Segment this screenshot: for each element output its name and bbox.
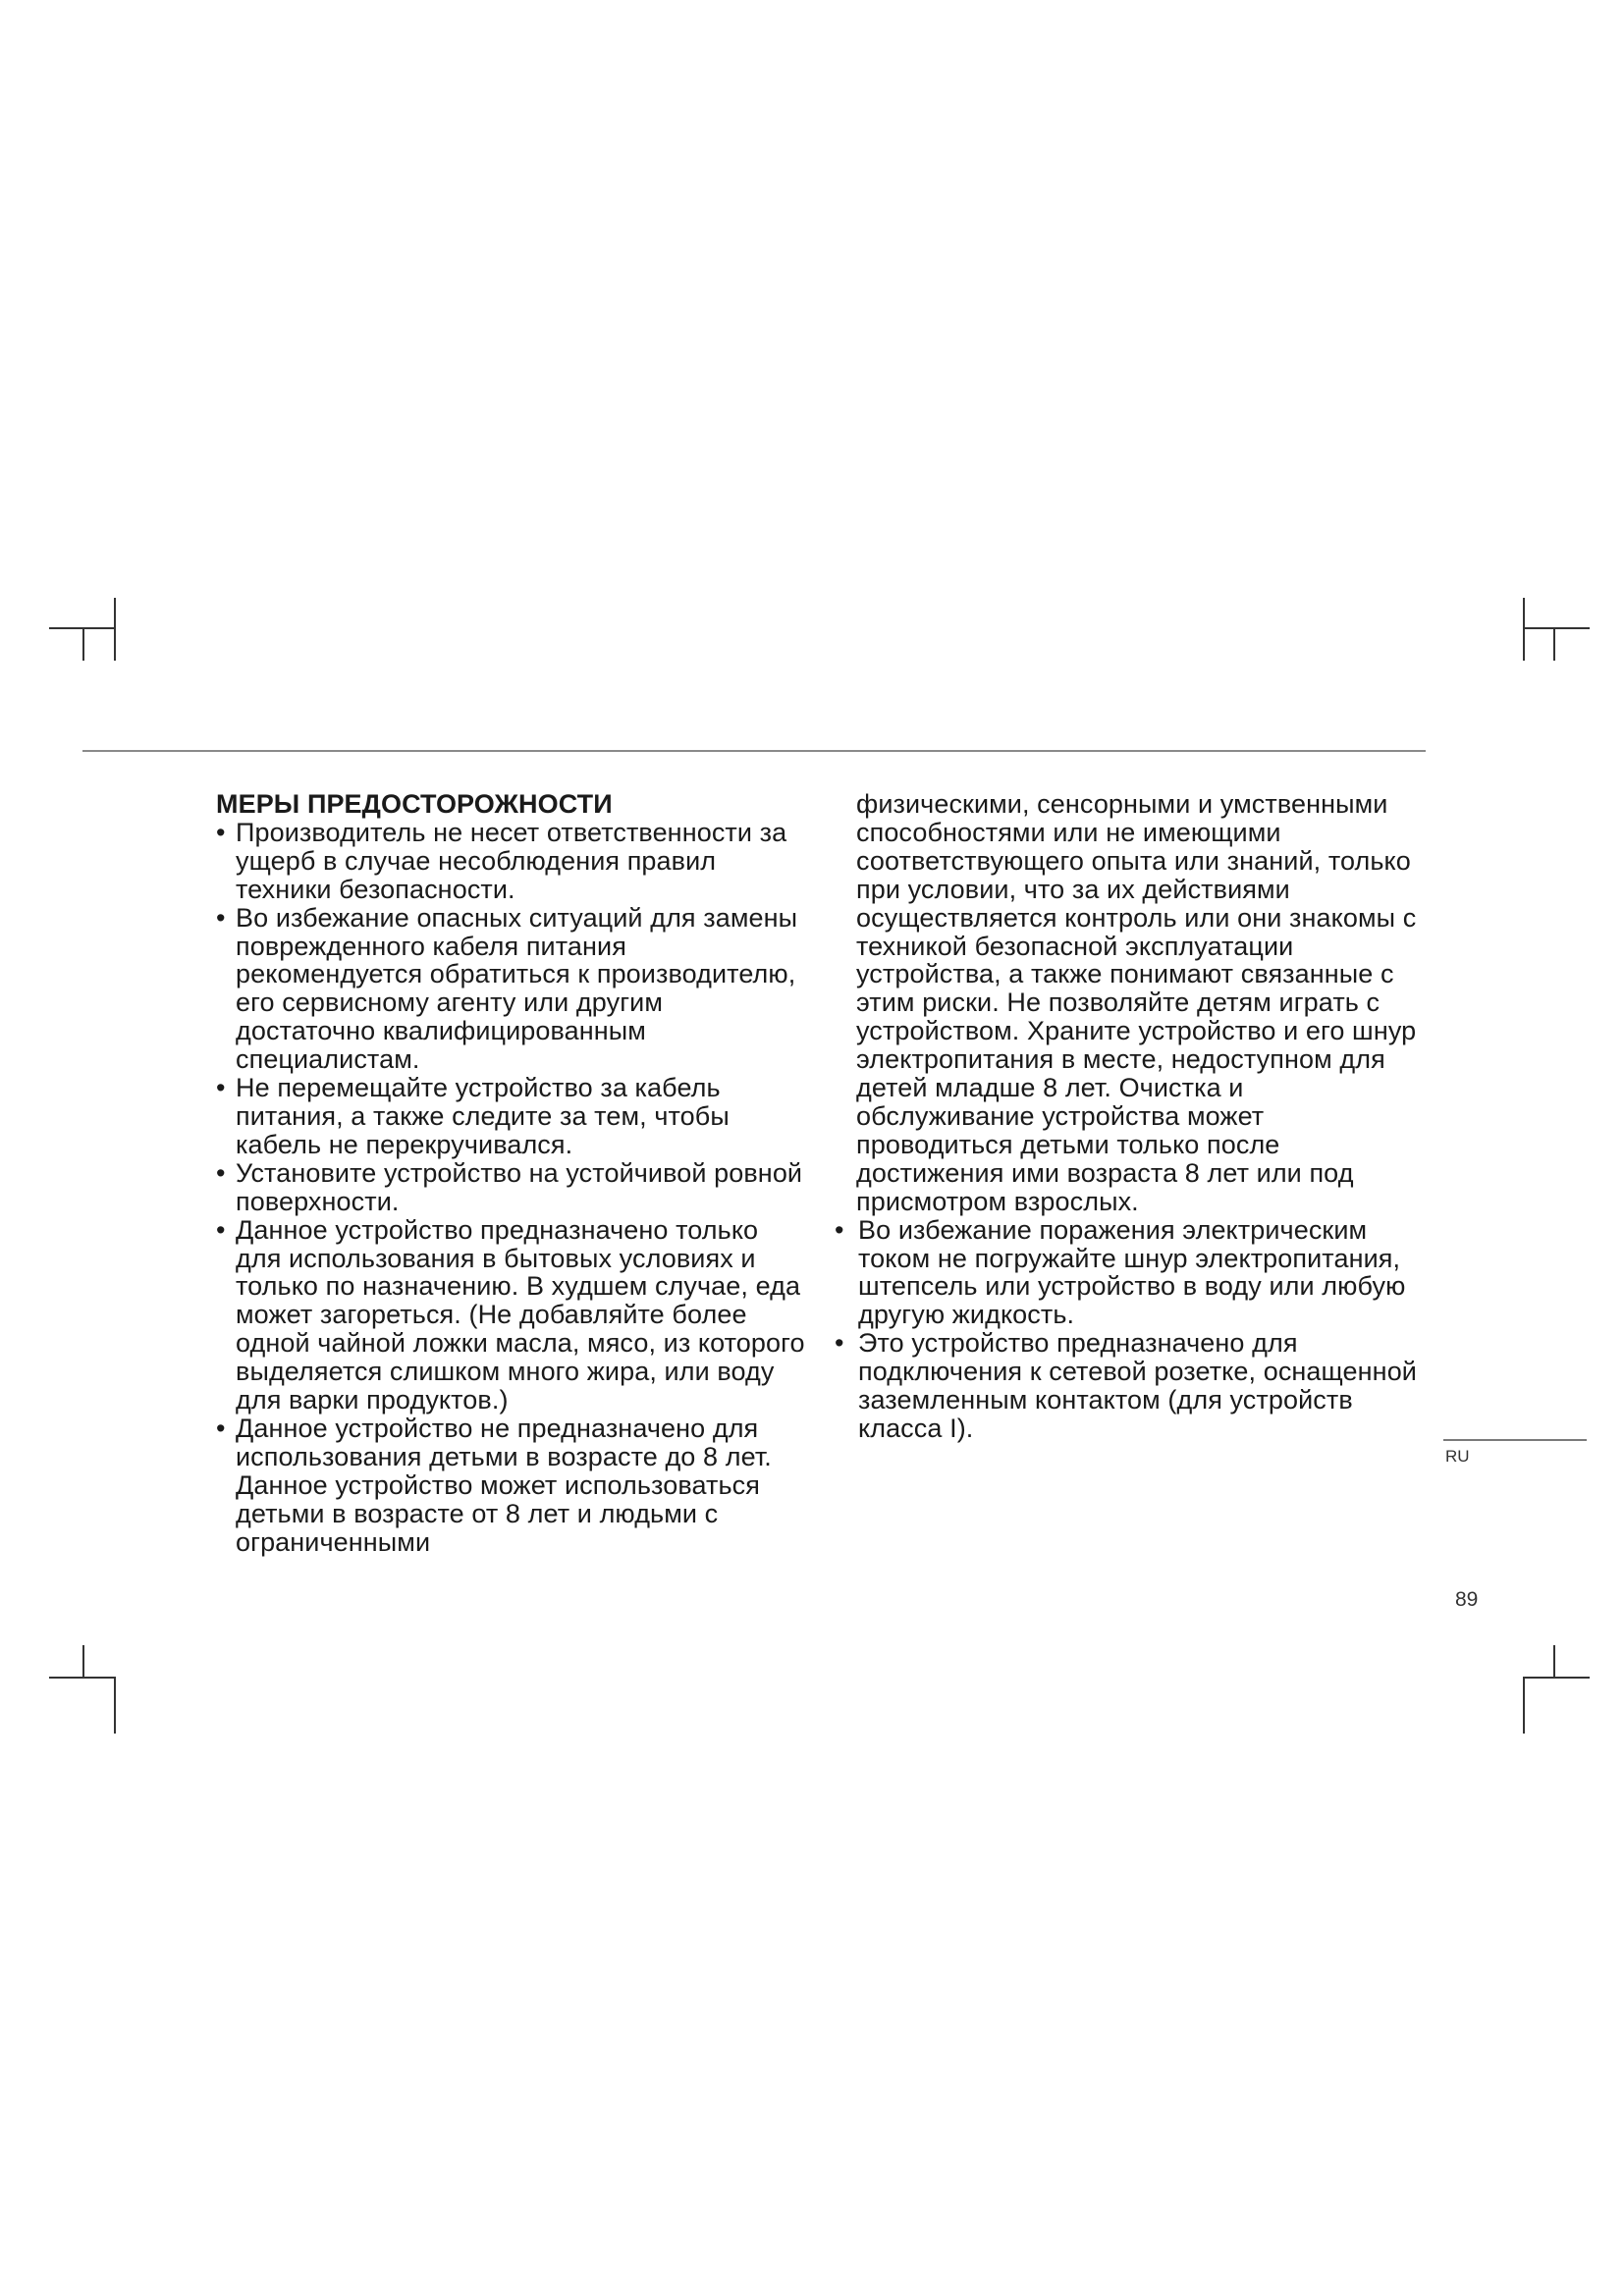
right-column [837, 790, 1426, 1443]
crop-mark-bottom-left-horizontal [49, 1677, 114, 1679]
crop-mark-top-right-horizontal [1525, 627, 1590, 629]
bullet-continuation: физическими, сенсорными и умственными способностями или не имеющими соответствующего опыта или знаний, только при условии, что за их действиями осуществляется контроль или они знакомы с техникой безопасной эксплуатации устройства, а также понимают связанные с этим риски. Не позволяйте детям играть с устройством. Храните устройство и его шнур электропитания в месте, недоступном для детей младше 8 лет. Очистка и обслуживание устройства может проводиться детьми только после достижения ими возраста 8 лет или под присмотром взрослых. [856, 789, 1417, 1216]
bullet-item: • Не перемещайте устройство за кабель питания, а также следите за тем, чтобы кабель не перекручивался. [216, 1074, 805, 1159]
bullet-item: • Производитель не несет ответственности за ущерб в случае несоблюдения правил техники безопасности. [216, 819, 805, 904]
bullet-item: • Во избежание опасных ситуаций для замены поврежденного кабеля питания рекомендуется обратиться к производителю, его сервисному агенту или другим достаточно квалифицированным специалистам. [216, 904, 805, 1074]
right-bullet-list [837, 1216, 1426, 1443]
header-rule [82, 750, 1426, 752]
section-heading: МЕРЫ ПРЕДОСТОРОЖНОСТИ [216, 789, 613, 819]
crop-mark-bottom-right-vertical [1553, 1645, 1555, 1677]
crop-mark-bottom-right-horizontal [1525, 1677, 1590, 1679]
language-code: RU [1445, 1447, 1470, 1466]
crop-mark-bottom-right-vertical-2 [1523, 1677, 1525, 1734]
bullet-item: • Это устройство предназначено для подключения к сетевой розетке, оснащенной заземленным контактом (для устройств класса I). [837, 1329, 1426, 1443]
page-number: 89 [1455, 1588, 1479, 1611]
crop-mark-top-right-vertical [1523, 598, 1525, 661]
crop-mark-top-left-vertical-2 [82, 629, 84, 661]
crop-mark-bottom-left-vertical-2 [114, 1677, 116, 1734]
left-bullet-list [216, 819, 805, 1557]
language-tab-rule [1443, 1439, 1587, 1441]
crop-mark-top-left-vertical [114, 598, 116, 661]
crop-mark-bottom-left-vertical [82, 1645, 84, 1677]
bullet-item: • Данное устройство предназначено только для использования в бытовых условиях и только по назначению. В худшем случае, еда может загореться. (Не добавляйте более одной чайной ложки масла, мясо, из которого выделяется слишком много жира, или воду для варки продуктов.) [216, 1216, 805, 1415]
bullet-item: • Данное устройство не предназначено для использования детьми в возрасте до 8 лет. Данное устройство может использоваться детьми в возрасте от 8 лет и людьми с ограниченными [216, 1415, 805, 1557]
bullet-item: • Во избежание поражения электрическим током не погружайте шнур электропитания, штепсель или устройство в воду или любую другую жидкость. [837, 1216, 1426, 1330]
left-column [216, 790, 805, 1556]
bullet-item: • Установите устройство на устойчивой ровной поверхности. [216, 1159, 805, 1216]
crop-mark-top-left-horizontal [49, 627, 114, 629]
crop-mark-top-right-vertical-2 [1553, 629, 1555, 661]
